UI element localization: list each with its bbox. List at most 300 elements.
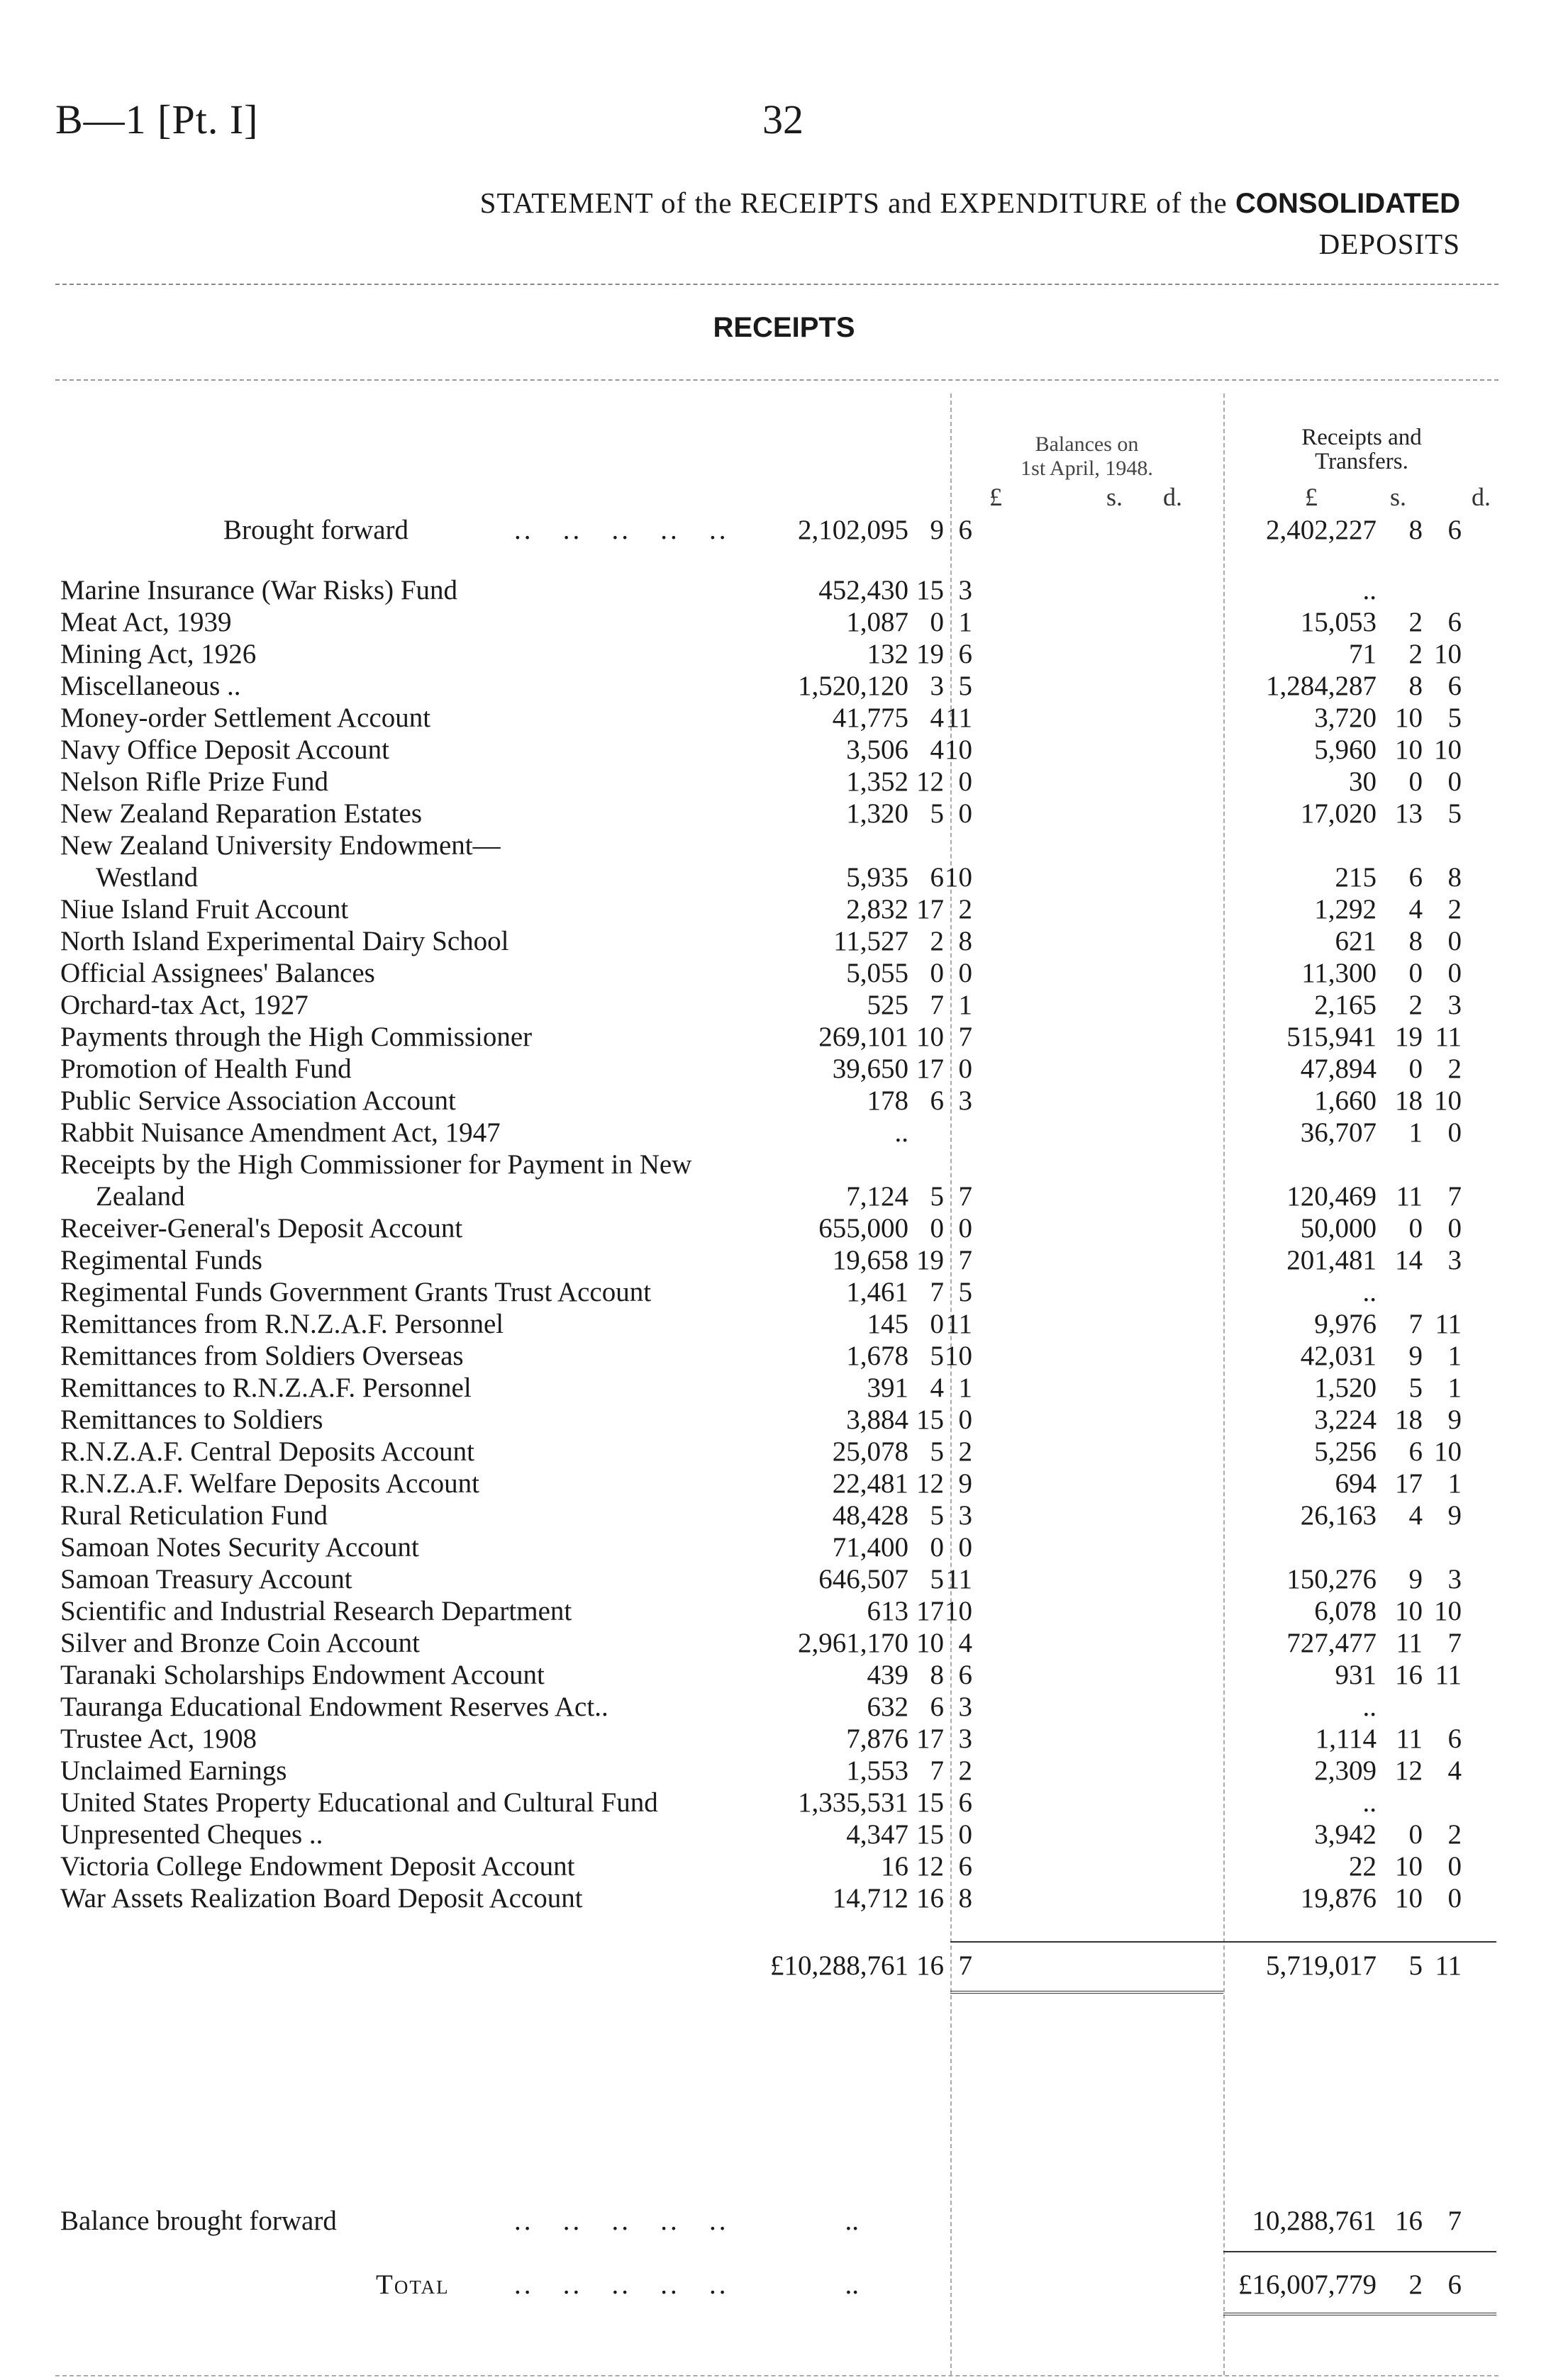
receipts-header-line2: Transfers. bbox=[1315, 449, 1408, 474]
subtotal-double-rule bbox=[950, 1991, 1223, 1994]
receipts-shillings: 17 bbox=[1395, 1468, 1423, 1499]
balance-pence: 9 bbox=[958, 1468, 972, 1499]
table-row bbox=[0, 925, 1568, 961]
balance-pounds: 1,352 bbox=[846, 766, 908, 797]
receipts-pence: 0 bbox=[1447, 766, 1462, 797]
receipts-pounds: 621 bbox=[1335, 926, 1377, 956]
row-label: Westland bbox=[96, 862, 199, 893]
balance-pence: 0 bbox=[958, 1532, 972, 1563]
leader-dots: .. .. .. .. .. bbox=[514, 515, 729, 545]
receipts-shillings: 0 bbox=[1408, 1819, 1423, 1850]
table-row bbox=[0, 861, 1568, 897]
receipts-pence: 1 bbox=[1447, 1468, 1462, 1499]
balance-pence: 10 bbox=[945, 734, 972, 765]
balance-pounds: 4,347 bbox=[846, 1819, 908, 1850]
balance-shillings: 0 bbox=[930, 1309, 944, 1339]
row-label: Regimental Funds bbox=[60, 1245, 262, 1275]
balance-pounds: 5,055 bbox=[846, 958, 908, 988]
table-row bbox=[0, 734, 1568, 769]
receipts-shillings: 0 bbox=[1408, 1213, 1423, 1244]
receipts-shillings: 16 bbox=[1395, 2206, 1423, 2236]
row-label: War Assets Realization Board Deposit Account bbox=[60, 1883, 583, 1914]
receipts-pence: 6 bbox=[1447, 671, 1462, 701]
row-label: Marine Insurance (War Risks) Fund bbox=[60, 575, 458, 605]
receipts-shillings: 6 bbox=[1408, 862, 1423, 893]
leader-dots: .. .. .. .. .. bbox=[514, 2269, 729, 2300]
balance-pence: 10 bbox=[945, 1596, 972, 1626]
table-row bbox=[0, 574, 1568, 610]
balance-pence: 6 bbox=[958, 1660, 972, 1690]
table-row bbox=[0, 1021, 1568, 1056]
receipts-shillings: 11 bbox=[1396, 1723, 1423, 1754]
balance-pounds: 11,527 bbox=[833, 926, 908, 956]
receipts-pounds: 5,256 bbox=[1314, 1436, 1377, 1467]
row-label: Niue Island Fruit Account bbox=[60, 894, 349, 924]
balance-shillings: 12 bbox=[916, 1468, 944, 1499]
receipts-pence: 0 bbox=[1447, 1117, 1462, 1148]
table-row bbox=[0, 1882, 1568, 1918]
receipts-shillings: 7 bbox=[1408, 1309, 1423, 1339]
balance-pence: 2 bbox=[958, 1755, 972, 1786]
balance-pounds: 132 bbox=[867, 639, 908, 669]
receipts-pounds: 120,469 bbox=[1286, 1181, 1377, 1212]
table-row bbox=[0, 670, 1568, 705]
receipts-pounds: 6,078 bbox=[1314, 1596, 1377, 1626]
receipts-header-line1: Receipts and bbox=[1301, 425, 1422, 450]
receipts-pence: 9 bbox=[1447, 1404, 1462, 1435]
balance-pounds: 525 bbox=[867, 990, 908, 1020]
receipts-pounds: 1,114 bbox=[1315, 1723, 1377, 1754]
table-row bbox=[0, 702, 1568, 737]
balance-pence: 10 bbox=[945, 862, 972, 893]
row-label: Mining Act, 1926 bbox=[60, 639, 257, 669]
table-row bbox=[0, 1085, 1568, 1120]
row-label: Trustee Act, 1908 bbox=[60, 1723, 257, 1754]
receipts-pounds: 11,300 bbox=[1301, 958, 1377, 988]
section-heading: RECEIPTS bbox=[713, 312, 855, 343]
balance-pounds: 178 bbox=[867, 1085, 908, 1116]
receipts-shillings: 13 bbox=[1395, 798, 1423, 829]
table-row bbox=[0, 1308, 1568, 1343]
table-row bbox=[0, 1787, 1568, 1822]
receipts-pence: 0 bbox=[1447, 1851, 1462, 1882]
table-row bbox=[0, 1531, 1568, 1567]
receipts-pence: 9 bbox=[1447, 1500, 1462, 1531]
pence-unit: d. bbox=[1472, 483, 1491, 511]
receipts-pounds: 3,224 bbox=[1314, 1404, 1377, 1435]
row-label: Remittances to Soldiers bbox=[60, 1404, 323, 1435]
receipts-shillings: 14 bbox=[1395, 1245, 1423, 1275]
receipts-pence: 2 bbox=[1447, 1819, 1462, 1850]
receipts-pounds: 1,520 bbox=[1314, 1373, 1377, 1403]
row-label: Zealand bbox=[96, 1181, 185, 1212]
balance-shillings: 19 bbox=[916, 639, 944, 669]
table-row bbox=[0, 1468, 1568, 1503]
row-label: Remittances from Soldiers Overseas bbox=[60, 1341, 464, 1371]
balance-pence: 3 bbox=[958, 575, 972, 605]
balance-shillings: 4 bbox=[930, 734, 944, 765]
receipts-shillings: 11 bbox=[1396, 1181, 1423, 1212]
receipts-pounds: 47,894 bbox=[1300, 1054, 1377, 1084]
table-row bbox=[0, 1404, 1568, 1439]
receipts-pounds: 2,402,227 bbox=[1266, 515, 1377, 545]
receipts-pence: 2 bbox=[1447, 894, 1462, 924]
row-label: Tauranga Educational Endowment Reserves Act.. bbox=[60, 1692, 608, 1722]
balance-pence: 0 bbox=[958, 1404, 972, 1435]
row-label: Receiver-General's Deposit Account bbox=[60, 1213, 463, 1244]
receipts-pence: 7 bbox=[1447, 1628, 1462, 1658]
balance-shillings: 19 bbox=[916, 1245, 944, 1275]
balance-pence: 1 bbox=[958, 990, 972, 1020]
subtotal-row bbox=[0, 1950, 1568, 1985]
balance-pounds: 391 bbox=[867, 1373, 908, 1403]
balance-pounds: 145 bbox=[867, 1309, 908, 1339]
receipts-pounds: 17,020 bbox=[1300, 798, 1377, 829]
balance-pounds: 2,832 bbox=[846, 894, 908, 924]
receipts-pounds: .. bbox=[1362, 1277, 1377, 1307]
balance-shillings: 6 bbox=[930, 862, 944, 893]
row-label: Public Service Association Account bbox=[60, 1085, 456, 1116]
table-row bbox=[0, 1149, 1568, 1184]
receipts-header bbox=[1223, 425, 1500, 474]
table-row bbox=[0, 1659, 1568, 1694]
balance-shillings: 0 bbox=[930, 607, 944, 637]
receipts-pence: 6 bbox=[1447, 515, 1462, 545]
receipts-shillings: 18 bbox=[1395, 1085, 1423, 1116]
receipts-shillings: 6 bbox=[1408, 1436, 1423, 1467]
title-prefix: STATEMENT of the RECEIPTS and EXPENDITURE of the bbox=[479, 186, 1235, 219]
balance-pence: 3 bbox=[958, 1692, 972, 1722]
divider bbox=[55, 379, 1499, 381]
balance-pence: 0 bbox=[958, 766, 972, 797]
balance-pence: 0 bbox=[958, 1054, 972, 1084]
table-row bbox=[0, 989, 1568, 1024]
balance-shillings: 15 bbox=[916, 1819, 944, 1850]
receipts-shillings: 8 bbox=[1408, 671, 1423, 701]
balance-pounds: 1,553 bbox=[846, 1755, 908, 1786]
balance-shillings: 15 bbox=[916, 575, 944, 605]
receipts-pounds: .. bbox=[1362, 1692, 1377, 1722]
receipts-pounds: 3,942 bbox=[1314, 1819, 1377, 1850]
receipts-shillings: 1 bbox=[1408, 1117, 1423, 1148]
balance-shillings: 7 bbox=[930, 990, 944, 1020]
receipts-pence: 11 bbox=[1435, 1660, 1462, 1690]
receipts-pence: 2 bbox=[1447, 1054, 1462, 1084]
receipts-shillings: 10 bbox=[1395, 1851, 1423, 1882]
balance-shillings: 0 bbox=[930, 958, 944, 988]
row-label: New Zealand University Endowment— bbox=[60, 830, 501, 861]
table-row bbox=[0, 1723, 1568, 1758]
table-row bbox=[0, 1340, 1568, 1375]
receipts-pence: 5 bbox=[1447, 798, 1462, 829]
receipts-pounds: 215 bbox=[1335, 862, 1377, 893]
receipts-pence: 5 bbox=[1447, 703, 1462, 733]
receipts-pounds: 5,960 bbox=[1314, 734, 1377, 765]
balance-pounds: 1,520,120 bbox=[798, 671, 908, 701]
balance-pence: 0 bbox=[958, 1819, 972, 1850]
total-label: Total bbox=[376, 2269, 450, 2300]
receipts-shillings: 4 bbox=[1408, 894, 1423, 924]
balance-shillings: 3 bbox=[930, 671, 944, 701]
balance-pence: 6 bbox=[958, 515, 972, 545]
balance-shillings: 2 bbox=[930, 926, 944, 956]
total-receipts-pounds: £16,007,779 bbox=[1238, 2269, 1377, 2300]
receipts-pence: 0 bbox=[1447, 926, 1462, 956]
table-row bbox=[0, 606, 1568, 642]
balance-pence: 7 bbox=[958, 1022, 972, 1052]
balance-pounds: .. bbox=[845, 2269, 859, 2300]
balance-pounds: 1,678 bbox=[846, 1341, 908, 1371]
balance-shillings: 7 bbox=[930, 1755, 944, 1786]
receipts-pounds: 727,477 bbox=[1286, 1628, 1377, 1658]
balance-pounds: 1,320 bbox=[846, 798, 908, 829]
receipts-pounds: 3,720 bbox=[1314, 703, 1377, 733]
balance-shillings: 17 bbox=[916, 894, 944, 924]
receipts-pence: 7 bbox=[1447, 2206, 1462, 2236]
receipts-shillings: 12 bbox=[1395, 1755, 1423, 1786]
balance-shillings: 12 bbox=[916, 766, 944, 797]
table-row bbox=[0, 893, 1568, 929]
receipts-pence: 1 bbox=[1447, 1341, 1462, 1371]
balance-pence: 6 bbox=[958, 1787, 972, 1818]
balance-pounds: 25,078 bbox=[832, 1436, 908, 1467]
table-row bbox=[0, 1755, 1568, 1790]
balance-pence: 11 bbox=[945, 1309, 972, 1339]
receipts-pence: 10 bbox=[1434, 639, 1462, 669]
balance-shillings: 5 bbox=[930, 798, 944, 829]
row-label: Silver and Bronze Coin Account bbox=[60, 1628, 420, 1658]
subtotal-balance-pence: 7 bbox=[958, 1950, 972, 1981]
table-row bbox=[0, 1436, 1568, 1471]
balance-shillings: 17 bbox=[916, 1054, 944, 1084]
table-row bbox=[0, 829, 1568, 865]
receipts-pounds: 15,053 bbox=[1300, 607, 1377, 637]
balance-pence: 2 bbox=[958, 1436, 972, 1467]
balance-pence: 2 bbox=[958, 894, 972, 924]
row-label: New Zealand Reparation Estates bbox=[60, 798, 423, 829]
receipts-pounds: 30 bbox=[1349, 766, 1377, 797]
receipts-pounds: 150,276 bbox=[1286, 1564, 1377, 1594]
subtotal-rule bbox=[1223, 1941, 1496, 1943]
table-row bbox=[0, 1212, 1568, 1248]
table-row bbox=[0, 1372, 1568, 1407]
balance-shillings: 4 bbox=[930, 703, 944, 733]
balance-pence: 6 bbox=[958, 639, 972, 669]
divider bbox=[55, 2375, 1499, 2376]
balance-pounds: 7,124 bbox=[846, 1181, 908, 1212]
total-rule bbox=[1223, 2251, 1496, 2252]
statement-title-line2: DEPOSITS bbox=[1318, 228, 1460, 260]
receipts-pence: 0 bbox=[1447, 1213, 1462, 1244]
balance-pounds: 439 bbox=[867, 1660, 908, 1690]
receipts-pence: 10 bbox=[1434, 1596, 1462, 1626]
receipts-pounds: 1,292 bbox=[1314, 894, 1377, 924]
balance-pence: 8 bbox=[958, 926, 972, 956]
receipts-pence: 3 bbox=[1447, 1245, 1462, 1275]
page-reference: B—1 [Pt. I] bbox=[55, 96, 259, 143]
balance-pounds: 655,000 bbox=[818, 1213, 908, 1244]
table-row bbox=[0, 1180, 1568, 1216]
balance-pence: 0 bbox=[958, 1213, 972, 1244]
leader-dots: .. .. .. .. .. bbox=[514, 2206, 729, 2236]
row-label: Scientific and Industrial Research Department bbox=[60, 1596, 572, 1626]
statement-title bbox=[480, 186, 1460, 220]
balance-pence: 10 bbox=[945, 1341, 972, 1371]
balance-pounds: 5,935 bbox=[846, 862, 908, 893]
table-row bbox=[0, 1563, 1568, 1599]
table-row bbox=[0, 1850, 1568, 1886]
receipts-pounds: 931 bbox=[1335, 1660, 1377, 1690]
row-label: Money-order Settlement Account bbox=[60, 703, 431, 733]
receipts-pence: 10 bbox=[1434, 1436, 1462, 1467]
pound-unit: £ bbox=[1305, 483, 1318, 511]
balance-pounds: 39,650 bbox=[832, 1054, 908, 1084]
receipts-shillings: 0 bbox=[1408, 958, 1423, 988]
receipts-shillings: 0 bbox=[1408, 1054, 1423, 1084]
receipts-shillings: 4 bbox=[1408, 1500, 1423, 1531]
receipts-pounds: 71 bbox=[1349, 639, 1377, 669]
receipts-pounds: 36,707 bbox=[1300, 1117, 1377, 1148]
receipts-shillings: 8 bbox=[1408, 515, 1423, 545]
balance-shillings: 6 bbox=[930, 1692, 944, 1722]
receipts-pounds: 10,288,761 bbox=[1252, 2206, 1377, 2236]
row-label: Remittances to R.N.Z.A.F. Personnel bbox=[60, 1373, 472, 1403]
balance-pounds: 2,961,170 bbox=[798, 1628, 908, 1658]
receipts-pence: 1 bbox=[1447, 1373, 1462, 1403]
receipts-shillings: 2 bbox=[1408, 990, 1423, 1020]
row-label: R.N.Z.A.F. Central Deposits Account bbox=[60, 1436, 474, 1467]
balance-pounds: 613 bbox=[867, 1596, 908, 1626]
table-row bbox=[0, 1244, 1568, 1280]
row-label: Remittances from R.N.Z.A.F. Personnel bbox=[60, 1309, 504, 1339]
balance-shillings: 9 bbox=[930, 515, 944, 545]
receipts-pounds: 19,876 bbox=[1300, 1883, 1377, 1914]
subtotal-receipts-pounds: 5,719,017 bbox=[1266, 1950, 1377, 1981]
receipts-pence: 4 bbox=[1447, 1755, 1462, 1786]
balance-pence: 0 bbox=[958, 958, 972, 988]
balance-pence: 0 bbox=[958, 798, 972, 829]
balance-pounds: .. bbox=[894, 1117, 908, 1148]
row-label: Meat Act, 1939 bbox=[60, 607, 232, 637]
balance-pounds: 41,775 bbox=[832, 703, 908, 733]
table-row bbox=[0, 1627, 1568, 1663]
receipts-shillings: 10 bbox=[1395, 703, 1423, 733]
receipts-pence: 11 bbox=[1435, 1022, 1462, 1052]
balance-shillings: 4 bbox=[930, 1373, 944, 1403]
receipts-pence: 10 bbox=[1434, 1085, 1462, 1116]
balance-shillings: 12 bbox=[916, 1851, 944, 1882]
row-label: R.N.Z.A.F. Welfare Deposits Account bbox=[60, 1468, 479, 1499]
pound-unit: £ bbox=[989, 483, 1002, 511]
table-row bbox=[0, 1691, 1568, 1726]
receipts-pounds: 1,660 bbox=[1314, 1085, 1377, 1116]
table-row bbox=[0, 1499, 1568, 1535]
balance-pounds: 3,884 bbox=[846, 1404, 908, 1435]
balance-pence: 11 bbox=[945, 1564, 972, 1594]
receipts-pence: 8 bbox=[1447, 862, 1462, 893]
table-row bbox=[0, 1276, 1568, 1312]
balance-shillings: 0 bbox=[930, 1532, 944, 1563]
balance-pounds: 7,876 bbox=[846, 1723, 908, 1754]
balance-pounds: 3,506 bbox=[846, 734, 908, 765]
subtotal-receipts-pence: 11 bbox=[1435, 1950, 1462, 1981]
row-label: Navy Office Deposit Account bbox=[60, 734, 389, 765]
table-row bbox=[0, 638, 1568, 674]
receipts-pounds: 201,481 bbox=[1286, 1245, 1377, 1275]
row-label: United States Property Educational and Cultural Fund bbox=[60, 1787, 658, 1818]
receipts-pounds: 694 bbox=[1335, 1468, 1377, 1499]
receipts-pounds: 22 bbox=[1349, 1851, 1377, 1882]
receipts-shillings: 19 bbox=[1395, 1022, 1423, 1052]
receipts-pounds: 50,000 bbox=[1300, 1213, 1377, 1244]
receipts-pounds: 2,165 bbox=[1314, 990, 1377, 1020]
receipts-shillings: 10 bbox=[1395, 1596, 1423, 1626]
balance-pence: 3 bbox=[958, 1500, 972, 1531]
receipts-shillings: 0 bbox=[1408, 766, 1423, 797]
balances-header bbox=[950, 432, 1223, 481]
balance-pence: 8 bbox=[958, 1883, 972, 1914]
balance-shillings: 15 bbox=[916, 1787, 944, 1818]
receipts-shillings: 2 bbox=[1408, 607, 1423, 637]
table-row bbox=[0, 957, 1568, 993]
balance-pence: 4 bbox=[958, 1628, 972, 1658]
row-label: Regimental Funds Government Grants Trust Account bbox=[60, 1277, 652, 1307]
balance-shillings: 5 bbox=[930, 1341, 944, 1371]
balance-shillings: 0 bbox=[930, 1213, 944, 1244]
balance-pounds: 1,335,531 bbox=[798, 1787, 908, 1818]
balance-pounds: 646,507 bbox=[818, 1564, 908, 1594]
balance-pence: 1 bbox=[958, 1373, 972, 1403]
balance-shillings: 15 bbox=[916, 1404, 944, 1435]
row-label: Receipts by the High Commissioner for Payment in New bbox=[60, 1149, 692, 1180]
balance-shillings: 5 bbox=[930, 1564, 944, 1594]
table-row bbox=[0, 798, 1568, 833]
subtotal-receipts-shillings: 5 bbox=[1408, 1950, 1423, 1981]
receipts-shillings: 11 bbox=[1396, 1628, 1423, 1658]
balances-header-line2: 1st April, 1948. bbox=[1021, 457, 1153, 480]
balance-pounds: 269,101 bbox=[818, 1022, 908, 1052]
row-label: Unpresented Cheques .. bbox=[60, 1819, 323, 1850]
receipts-shillings: 16 bbox=[1395, 1660, 1423, 1690]
receipts-shillings: 10 bbox=[1395, 1883, 1423, 1914]
receipts-pounds: 2,309 bbox=[1314, 1755, 1377, 1786]
balance-pounds: 632 bbox=[867, 1692, 908, 1722]
balance-shillings: 6 bbox=[930, 1085, 944, 1116]
total-double-rule bbox=[1223, 2313, 1496, 2315]
balance-pounds: 452,430 bbox=[818, 575, 908, 605]
page-number: 32 bbox=[762, 96, 804, 143]
balances-header-line1: Balances on bbox=[1035, 432, 1139, 456]
table-row bbox=[0, 1595, 1568, 1631]
table-row bbox=[0, 1053, 1568, 1088]
balance-shillings: 17 bbox=[916, 1723, 944, 1754]
balance-pounds: 22,481 bbox=[832, 1468, 908, 1499]
receipts-shillings: 9 bbox=[1408, 1564, 1423, 1594]
receipts-pence: 7 bbox=[1447, 1181, 1462, 1212]
receipts-pounds: .. bbox=[1362, 575, 1377, 605]
receipts-shillings: 18 bbox=[1395, 1404, 1423, 1435]
subtotal-rule bbox=[950, 1941, 1223, 1943]
row-label: Rabbit Nuisance Amendment Act, 1947 bbox=[60, 1117, 501, 1148]
row-label: Nelson Rifle Prize Fund bbox=[60, 766, 329, 797]
receipts-pounds: .. bbox=[1362, 1787, 1377, 1818]
balance-pence: 5 bbox=[958, 1277, 972, 1307]
row-label: Promotion of Health Fund bbox=[60, 1054, 352, 1084]
balance-shillings: 5 bbox=[930, 1436, 944, 1467]
receipts-pounds: 515,941 bbox=[1286, 1022, 1377, 1052]
receipts-pence: 11 bbox=[1435, 1309, 1462, 1339]
receipts-pounds: 9,976 bbox=[1314, 1309, 1377, 1339]
